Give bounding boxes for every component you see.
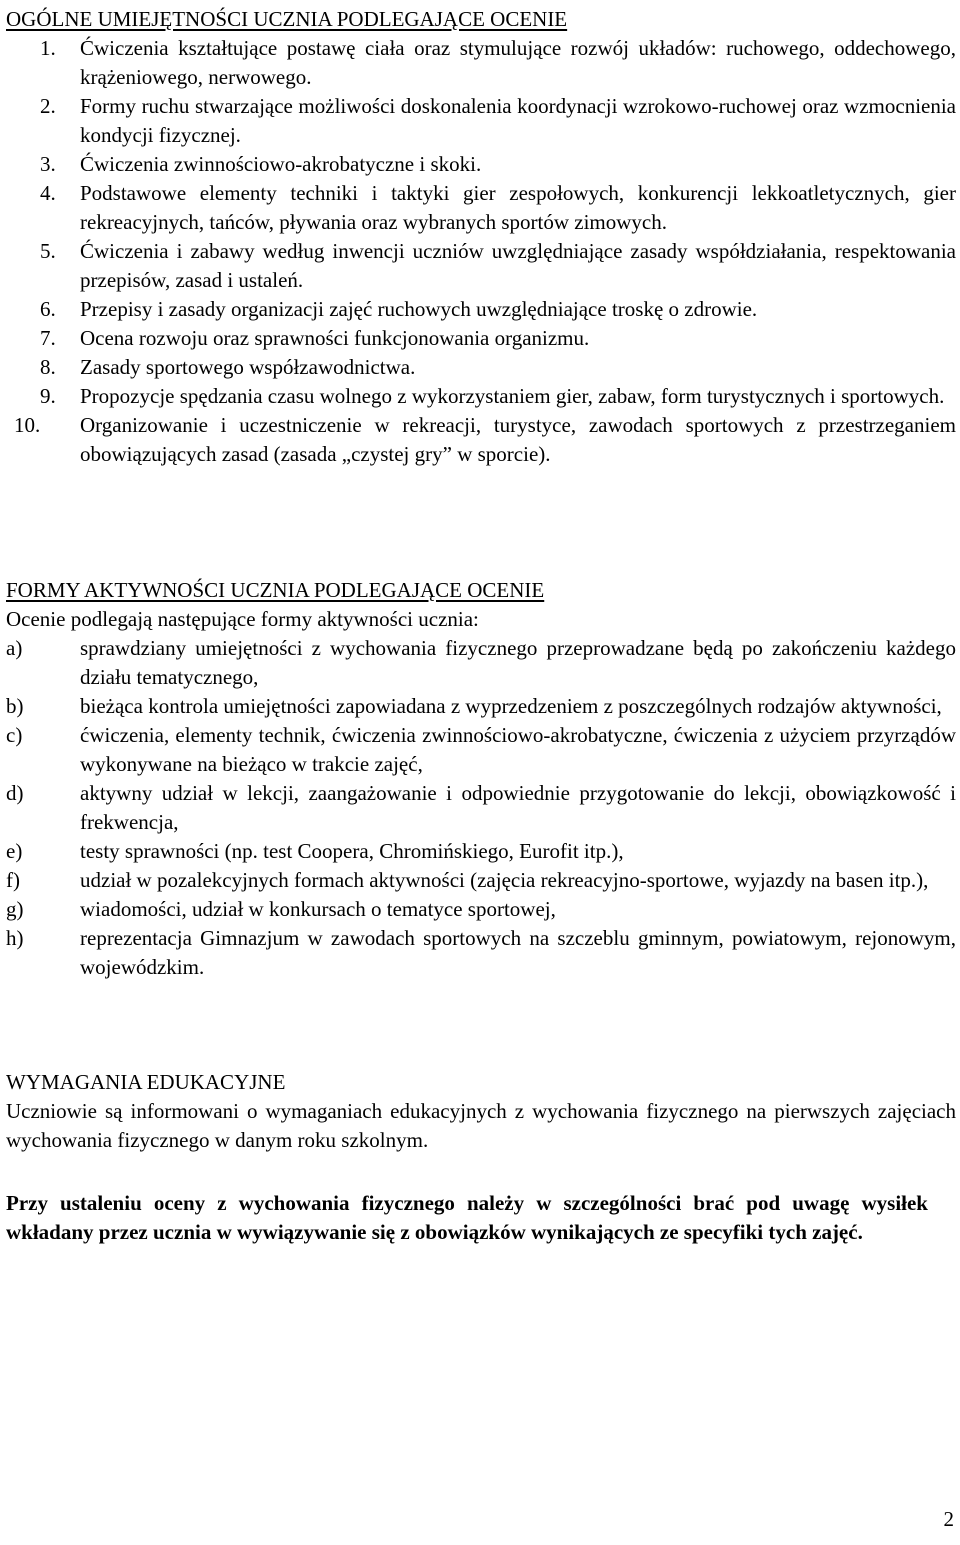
item-letter: d) [6,781,24,805]
item-text: reprezentacja Gimnazjum w zawodach sportowych na szczeblu gminnym, powiatowym, rejonowym, wojewódzkim. [80,926,956,979]
item-number: 6. [40,297,56,321]
item-number: 5. [40,239,56,263]
section-heading: FORMY AKTYWNOŚCI UCZNIA PODLEGAJĄCE OCENIE [6,578,545,602]
section-educational-requirements [6,1068,956,1155]
list-item [6,237,956,295]
section-intro: Ocenie podlegają następujące formy aktywności ucznia: [6,607,479,631]
section-activity-forms [6,576,956,982]
list-item [6,353,956,382]
item-letter: b) [6,694,24,718]
list-item [6,382,956,411]
list-item [6,324,956,353]
item-text: Ocena rozwoju oraz sprawności funkcjonowania organizmu. [80,326,590,350]
item-letter: f) [6,868,20,892]
list-item [6,92,956,150]
item-number: 9. [40,384,56,408]
item-number: 7. [40,326,56,350]
list-item [6,837,956,866]
item-text: wiadomości, udział w konkursach o tematyce sportowej, [80,897,556,921]
item-text: Propozycje spędzania czasu wolnego z wykorzystaniem gier, zabaw, form turystycznych i sportowych. [80,384,945,408]
item-text: Podstawowe elementy techniki i taktyki gier zespołowych, konkurencji lekkoatletycznych, gier rekreacyjnych, tańców, pływania oraz wybranych sportów zimowych. [80,181,956,234]
item-text: Formy ruchu stwarzające możliwości doskonalenia koordynacji wzrokowo-ruchowej oraz wzmocnienia kondycji fizycznej. [80,94,956,147]
item-text: Ćwiczenia zwinnościowo-akrobatyczne i skoki. [80,152,482,176]
numbered-list [6,34,956,469]
item-number: 8. [40,355,56,379]
item-text: testy sprawności (np. test Coopera, Chromińskiego, Eurofit itp.), [80,839,624,863]
section-paragraph: Uczniowie są informowani o wymaganiach edukacyjnych z wychowania fizycznego na pierwszych zajęciach wychowania fizycznego w danym roku szkolnym. [6,1099,956,1152]
list-item [6,150,956,179]
list-item [6,34,956,92]
section-heading: WYMAGANIA EDUKACYJNE [6,1070,286,1094]
list-item [6,779,956,837]
item-text: sprawdziany umiejętności z wychowania fizycznego przeprowadzane będą po zakończeniu każdego działu tematycznego, [80,636,956,689]
list-item [6,924,956,982]
page-number: 2 [943,1507,954,1531]
item-text: ćwiczenia, elementy technik, ćwiczenia zwinnościowo-akrobatyczne, ćwiczenia z użyciem przyrządów wykonywane na bieżąco w trakcie zajęć, [80,723,956,776]
list-item [6,721,956,779]
item-text: bieżąca kontrola umiejętności zapowiadana z wyprzedzeniem z poszczególnych rodzajów aktywności, [80,694,942,718]
item-letter: e) [6,839,23,863]
list-item [6,634,956,692]
lettered-list [6,634,956,982]
item-text: Przepisy i zasady organizacji zajęć ruchowych uwzględniające troskę o zdrowie. [80,297,758,321]
list-item [6,411,956,469]
item-letter: h) [6,926,24,950]
item-text: Organizowanie i uczestniczenie w rekreacji, turystyce, zawodach sportowych z przestrzeganiem obowiązujących zasad (zasada „czystej gry” w sporcie). [80,413,956,466]
item-letter: a) [6,636,23,660]
item-number: 4. [40,181,56,205]
list-item [6,692,956,721]
item-number: 3. [40,152,56,176]
list-item [6,295,956,324]
section-heading: OGÓLNE UMIEJĘTNOŚCI UCZNIA PODLEGAJĄCE OCENIE [6,7,568,31]
item-text: Ćwiczenia kształtujące postawę ciała oraz stymulujące rozwój układów: ruchowego, oddechowego, krążeniowego, nerwowego. [80,36,956,89]
section-general-skills [6,5,956,469]
item-letter: c) [6,723,23,747]
item-text: Ćwiczenia i zabawy według inwencji uczniów uwzględniające zasady współdziałania, respektowania przepisów, zasad i ustaleń. [80,239,956,292]
section-grading-note [6,1189,928,1247]
list-item [6,179,956,237]
item-number: 10. [14,413,41,437]
bold-paragraph: Przy ustaleniu oceny z wychowania fizycznego należy w szczególności brać pod uwagę wysiłek wkładany przez ucznia w wywiązywanie się z obowiązków wynikających ze specyfiki tych zajęć. [6,1191,928,1244]
list-item [6,895,956,924]
item-text: aktywny udział w lekcji, zaangażowanie i odpowiednie przygotowanie do lekcji, obowiązkowość i frekwencja, [80,781,956,834]
item-letter: g) [6,897,24,921]
item-number: 1. [40,36,56,60]
item-text: udział w pozalekcyjnych formach aktywności (zajęcia rekreacyjno-sportowe, wyjazdy na basen itp.), [80,868,929,892]
list-item [6,866,956,895]
item-number: 2. [40,94,56,118]
item-text: Zasady sportowego współzawodnictwa. [80,355,416,379]
